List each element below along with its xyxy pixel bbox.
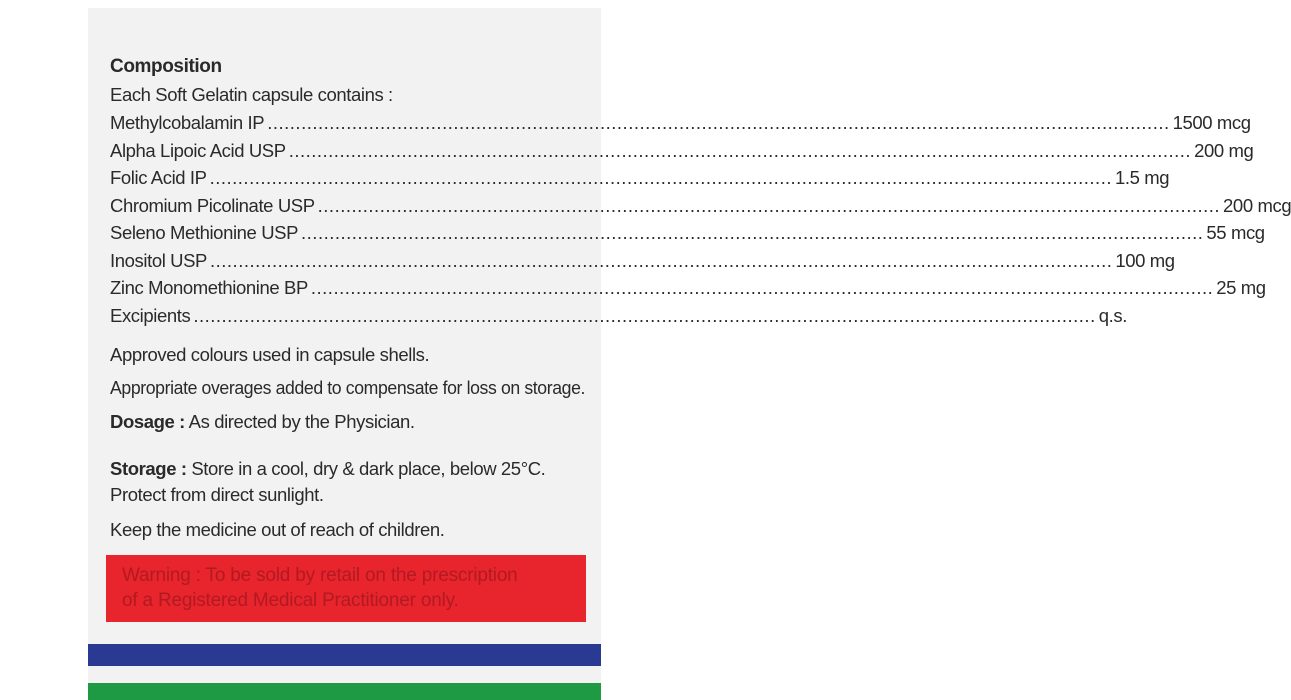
ingredient-quantity: 100 mg [1115, 249, 1175, 271]
dot-leader: ................................................................................................................................................................ [310, 277, 1214, 298]
ingredient-name: Folic Acid IP [110, 167, 207, 188]
dot-leader: ................................................................................................................................................................ [209, 167, 1112, 188]
dosage-label: Dosage : [110, 411, 185, 432]
ingredient-row [110, 249, 1175, 272]
ingredient-quantity: 55 mcg [1206, 222, 1265, 243]
ingredient-quantity: 1.5 mg [1114, 167, 1170, 188]
dot-leader: ................................................................................................................................................................ [267, 112, 1170, 133]
ingredient-row [110, 139, 1254, 162]
green-band [88, 683, 601, 700]
ingredient-name: Zinc Monomethionine BP [110, 277, 308, 298]
dot-leader: ................................................................................................................................................................ [288, 139, 1192, 161]
warning-box [106, 555, 586, 622]
warning-line-1: Warning : To be sold by retail on the prescription [122, 565, 518, 586]
ingredient-name: Inositol USP [110, 249, 207, 271]
storage-label: Storage : [110, 458, 187, 479]
dot-leader: ................................................................................................................................................................ [210, 249, 1113, 271]
dot-leader: ................................................................................................................................................................ [317, 194, 1221, 216]
blue-band [88, 644, 601, 666]
composition-heading: Composition [110, 56, 222, 77]
ingredient-row [110, 304, 1127, 327]
storage-text-line2: Protect from direct sunlight. [110, 484, 324, 505]
ingredient-row [110, 222, 1265, 244]
ingredient-name: Excipients [110, 304, 191, 326]
dot-leader: ................................................................................................................................................................ [301, 222, 1204, 243]
band-gap [88, 666, 601, 683]
ingredient-quantity: q.s. [1098, 304, 1127, 326]
note-colours: Approved colours used in capsule shells. [110, 344, 430, 365]
ingredient-quantity: 200 mg [1194, 139, 1254, 161]
ingredient-name: Alpha Lipoic Acid USP [110, 139, 286, 161]
keep-out-notice: Keep the medicine out of reach of children. [110, 519, 445, 540]
ingredient-row [110, 277, 1266, 299]
ingredient-name: Seleno Methionine USP [110, 222, 299, 243]
ingredient-row [110, 112, 1251, 134]
ingredient-name: Methylcobalamin IP [110, 112, 265, 133]
dosage-line [110, 411, 585, 433]
dosage-text: As directed by the Physician. [188, 411, 415, 432]
ingredient-row [110, 167, 1170, 189]
ingredient-name: Chromium Picolinate USP [110, 194, 315, 216]
storage-text: Store in a cool, dry & dark place, below 25°C. [191, 458, 546, 479]
storage-line [110, 458, 585, 480]
ingredient-quantity: 1500 mcg [1172, 112, 1251, 133]
warning-line-2: of a Registered Medical Practitioner only. [122, 590, 459, 611]
composition-intro: Each Soft Gelatin capsule contains : [110, 84, 393, 105]
note-overages: Appropriate overages added to compensate for loss on storage. [110, 377, 586, 398]
label-panel [88, 8, 1291, 700]
ingredient-quantity: 200 mcg [1223, 194, 1291, 216]
dot-leader: ................................................................................................................................................................ [193, 304, 1096, 326]
ingredient-row [110, 194, 1291, 217]
ingredient-quantity: 25 mg [1216, 277, 1266, 298]
